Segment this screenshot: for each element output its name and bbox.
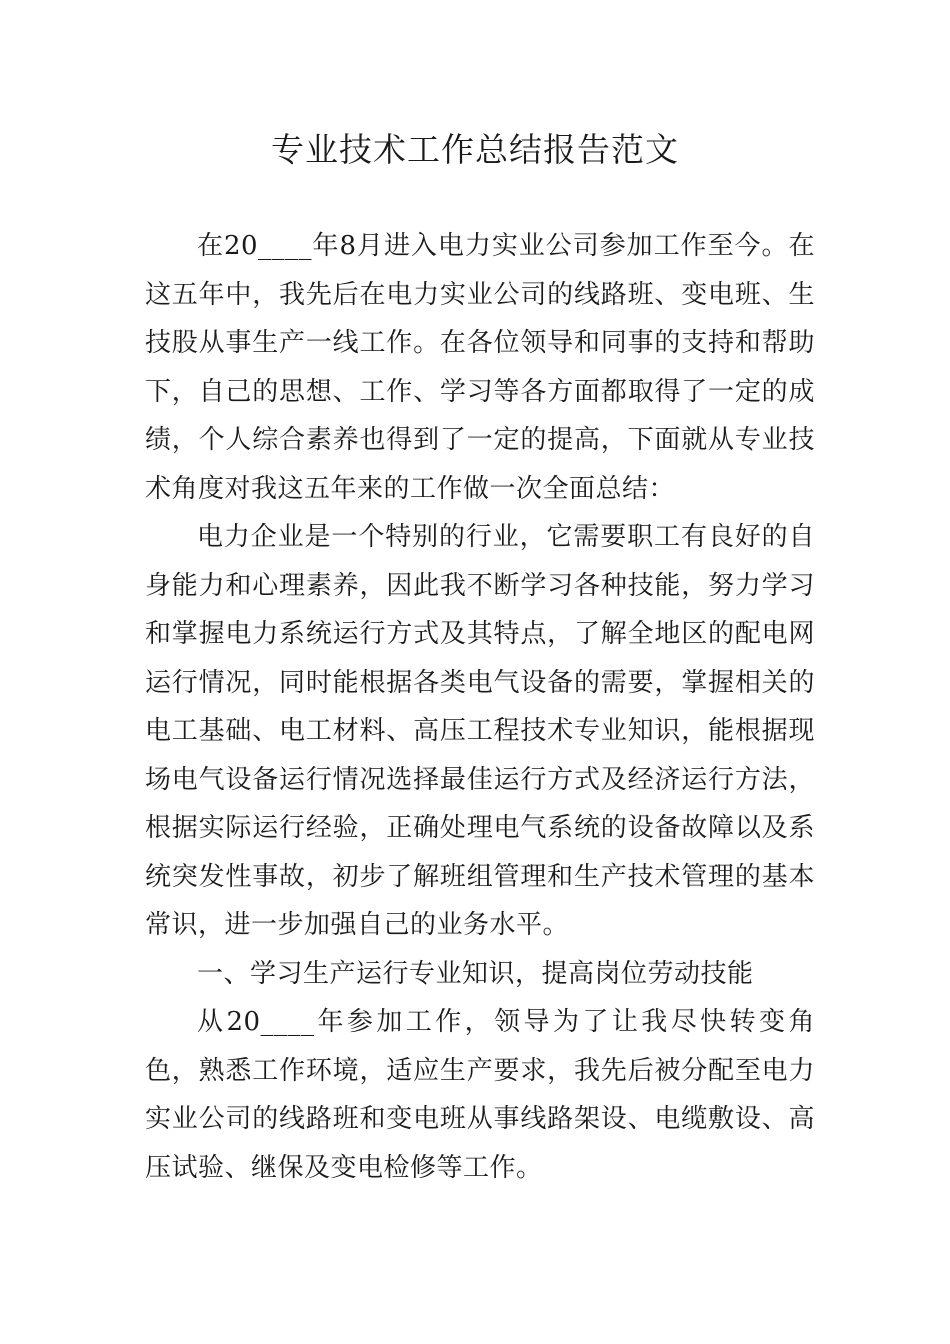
paragraph-industry: 电力企业是一个特别的行业，它需要职工有良好的自身能力和心理素养，因此我不断学习各种技能，努力学习和掌握电力系统运行方式及其特点，了解全地区的配电网运行情况，同时能根据各类电气设备的需要，掌握相关的电工基础、电工材料、高压工程技术专业知识，能根据现场电气设备运行情况选择最佳运行方式及经济运行方法，根据实际运行经验，正确处理电气系统的设备故障以及系统突发性事故，初步了解班组管理和生产技术管理的基本常识，进一步加强自己的业务水平。	[145, 522, 815, 940]
document-title: 专业技术工作总结报告范文	[271, 130, 679, 169]
document-body	[145, 222, 815, 1192]
paragraph-intro: 在20____年8月进入电力实业公司参加工作至今。在这五年中，我先后在电力实业公司的线路班、变电班、生技股从事生产一线工作。在各位领导和同事的支持和帮助下，自己的思想、工作、学习等各方面都取得了一定的成绩，个人综合素养也得到了一定的提高，下面就从专业技术角度对我这五年来的工作做一次全面总结：	[145, 231, 815, 504]
section-heading-1: 一、学习生产运行专业知识，提高岗位劳动技能	[197, 958, 754, 989]
paragraph-training: 从20____年参加工作，领导为了让我尽快转变角色，熟悉工作环境，适应生产要求，我先后被分配至电力实业公司的线路班和变电班从事线路架设、电缆敷设、高压试验、继保及变电检修等工作。	[145, 1007, 815, 1183]
